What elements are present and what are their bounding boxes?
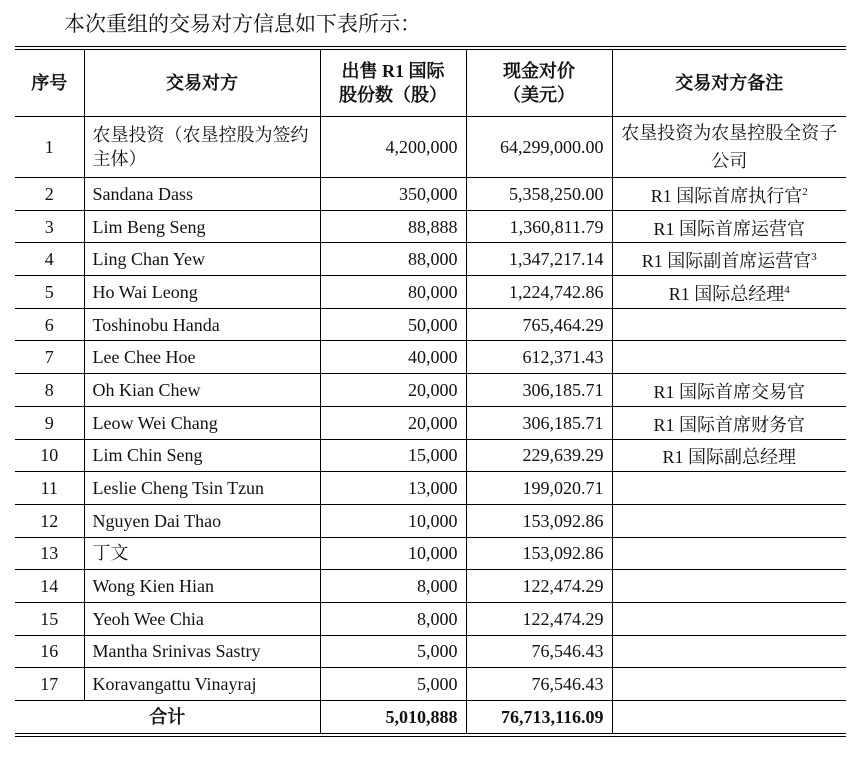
cell-shares-text: 88,888 [408, 216, 458, 237]
total-note [612, 701, 846, 735]
cell-shares-text: 40,000 [408, 347, 458, 368]
cell-cash [466, 210, 612, 243]
cell-shares [320, 439, 466, 472]
cell-shares-text: 10,000 [408, 543, 458, 564]
table-row [15, 439, 846, 472]
cell-cash [466, 439, 612, 472]
footnote-ref: 2 [802, 185, 808, 198]
cell-party [84, 570, 320, 603]
cell-party-text: Wong Kien Hian [92, 576, 215, 597]
table-row [15, 243, 846, 276]
cell-no-text: 11 [40, 478, 58, 499]
table-row [15, 117, 846, 178]
cell-party [84, 406, 320, 439]
cell-shares [320, 635, 466, 668]
cell-no-text: 7 [44, 347, 54, 368]
cell-cash-text: 153,092.86 [522, 543, 604, 564]
cell-no [15, 117, 84, 178]
cell-party-text: Mantha Srinivas Sastry [92, 641, 261, 662]
footnote-ref: 3 [811, 251, 817, 264]
cell-note [612, 504, 846, 537]
cell-no [15, 472, 84, 505]
cell-note [612, 276, 846, 309]
cell-note [612, 406, 846, 439]
cell-cash-text: 76,546.43 [531, 674, 604, 695]
cell-cash [466, 504, 612, 537]
cell-cash [466, 276, 612, 309]
cell-note-text: R1 国际首席财务官 [653, 414, 805, 435]
cell-cash-text: 1,224,742.86 [509, 281, 604, 302]
cell-shares [320, 210, 466, 243]
cell-shares-text: 8,000 [417, 576, 458, 597]
table-row [15, 406, 846, 439]
footnote-ref: 4 [784, 283, 790, 296]
cell-note-text: R1 国际副首席运营官 [641, 251, 812, 272]
cell-shares-text: 8,000 [417, 608, 458, 629]
header-no: 序号 [15, 48, 84, 117]
cell-party-text: 丁文 [92, 543, 129, 564]
header-cash-line2: （美元） [503, 85, 575, 105]
cell-no [15, 537, 84, 570]
cell-note-text: 农垦投资为农垦控股全资子公司 [621, 123, 838, 171]
cell-shares-text: 350,000 [399, 183, 458, 204]
cell-note-text: R1 国际首席运营官 [653, 218, 805, 239]
cell-party-text: Leslie Cheng Tsin Tzun [92, 478, 265, 499]
cell-party [84, 178, 320, 211]
table-row [15, 308, 846, 341]
intro-text: 本次重组的交易对方信息如下表所示： [64, 12, 421, 36]
table-row [15, 210, 846, 243]
cell-cash [466, 341, 612, 374]
cell-cash-text: 64,299,000.00 [500, 137, 604, 157]
header-note: 交易对方备注 [612, 48, 846, 117]
cell-no [15, 602, 84, 635]
cell-no-text: 15 [40, 608, 59, 629]
cell-party [84, 276, 320, 309]
cell-shares-text: 10,000 [408, 510, 458, 531]
cell-shares-text: 5,000 [417, 674, 458, 695]
cell-cash-text: 765,464.29 [522, 314, 604, 335]
cell-party [84, 374, 320, 407]
cell-party [84, 439, 320, 472]
cell-note-text: R1 国际总经理 [668, 283, 785, 304]
cell-shares [320, 117, 466, 178]
cell-note [612, 668, 846, 701]
cell-shares [320, 178, 466, 211]
counterparty-table [15, 46, 846, 737]
header-cash [466, 48, 612, 117]
cell-cash [466, 602, 612, 635]
cell-note [612, 117, 846, 178]
cell-no [15, 504, 84, 537]
cell-no [15, 276, 84, 309]
cell-party [84, 668, 320, 701]
cell-shares [320, 570, 466, 603]
cell-no [15, 439, 84, 472]
table-row [15, 276, 846, 309]
cell-no [15, 341, 84, 374]
header-party: 交易对方 [84, 48, 320, 117]
cell-cash [466, 570, 612, 603]
header-shares-line2: 股份数（股） [339, 85, 447, 105]
cell-no [15, 243, 84, 276]
cell-cash [466, 178, 612, 211]
cell-party-text: Lee Chee Hoe [92, 347, 196, 368]
table-row [15, 570, 846, 603]
cell-party-text: Ling Chan Yew [92, 249, 206, 270]
table-row [15, 374, 846, 407]
cell-shares [320, 243, 466, 276]
cell-cash-text: 153,092.86 [522, 510, 604, 531]
header-cash-line1: 现金对价 [503, 61, 575, 81]
cell-note [612, 570, 846, 603]
cell-note [612, 210, 846, 243]
table-row [15, 178, 846, 211]
cell-cash-text: 122,474.29 [522, 608, 604, 629]
cell-cash-text: 229,639.29 [522, 445, 604, 466]
cell-note-text: R1 国际首席执行官 [650, 185, 803, 206]
cell-no [15, 210, 84, 243]
cell-cash [466, 243, 612, 276]
cell-note-text: R1 国际副总经理 [662, 447, 796, 468]
cell-note-text: R1 国际首席交易官 [653, 381, 805, 402]
cell-party-text: Lim Chin Seng [92, 445, 203, 466]
cell-shares-text: 13,000 [408, 478, 458, 499]
cell-party [84, 602, 320, 635]
cell-cash-text: 306,185.71 [522, 412, 604, 433]
table-row [15, 668, 846, 701]
cell-no [15, 178, 84, 211]
cell-no-text: 10 [40, 445, 59, 466]
cell-party-text: Toshinobu Handa [92, 314, 220, 335]
cell-note [612, 439, 846, 472]
cell-party [84, 243, 320, 276]
cell-shares [320, 308, 466, 341]
cell-party [84, 210, 320, 243]
cell-no [15, 570, 84, 603]
cell-shares-text: 5,000 [417, 641, 458, 662]
cell-note [612, 602, 846, 635]
cell-cash [466, 472, 612, 505]
table-row [15, 504, 846, 537]
cell-party-text: Lim Beng Seng [92, 216, 206, 237]
header-shares [320, 48, 466, 117]
cell-no [15, 374, 84, 407]
cell-note [612, 537, 846, 570]
cell-shares [320, 537, 466, 570]
cell-no-text: 13 [40, 543, 59, 564]
cell-party-text: Ho Wai Leong [92, 281, 198, 302]
cell-shares-text: 20,000 [408, 412, 458, 433]
cell-shares [320, 504, 466, 537]
cell-cash-text: 76,546.43 [531, 641, 604, 662]
cell-cash-text: 612,371.43 [522, 347, 604, 368]
cell-cash [466, 668, 612, 701]
cell-note [612, 635, 846, 668]
table-row [15, 341, 846, 374]
cell-no-text: 4 [44, 249, 54, 270]
cell-note [612, 472, 846, 505]
cell-shares [320, 602, 466, 635]
table-row [15, 635, 846, 668]
cell-party [84, 537, 320, 570]
cell-cash-text: 5,358,250.00 [509, 183, 604, 204]
cell-shares-text: 50,000 [408, 314, 458, 335]
cell-party-text: Oh Kian Chew [92, 379, 201, 400]
cell-no-text: 16 [40, 641, 59, 662]
cell-shares-text: 20,000 [408, 379, 458, 400]
cell-no [15, 406, 84, 439]
cell-party [84, 308, 320, 341]
cell-party [84, 472, 320, 505]
cell-cash-text: 1,347,217.14 [509, 249, 604, 270]
cell-shares-text: 80,000 [408, 281, 458, 302]
total-shares: 5,010,888 [320, 701, 466, 735]
cell-party [84, 117, 320, 178]
cell-note [612, 374, 846, 407]
cell-shares [320, 406, 466, 439]
cell-note [612, 341, 846, 374]
total-row [15, 701, 846, 735]
cell-no [15, 308, 84, 341]
header-row [15, 48, 846, 117]
cell-shares [320, 374, 466, 407]
cell-party [84, 341, 320, 374]
total-cash: 76,713,116.09 [466, 701, 612, 735]
cell-no-text: 3 [44, 216, 54, 237]
cell-cash-text: 122,474.29 [522, 576, 604, 597]
cell-party [84, 504, 320, 537]
cell-no-text: 17 [40, 674, 59, 695]
cell-cash [466, 406, 612, 439]
cell-shares [320, 276, 466, 309]
cell-no-text: 9 [44, 412, 54, 433]
cell-no [15, 668, 84, 701]
cell-no-text: 1 [44, 137, 54, 157]
cell-party-text: Leow Wei Chang [92, 412, 218, 433]
table-row [15, 602, 846, 635]
cell-cash [466, 308, 612, 341]
header-shares-line1: 出售 R1 国际 [341, 61, 445, 81]
table-row [15, 472, 846, 505]
cell-shares [320, 668, 466, 701]
cell-party-text: Sandana Dass [92, 183, 193, 204]
cell-note [612, 243, 846, 276]
cell-shares-text: 88,000 [408, 249, 458, 270]
cell-note [612, 178, 846, 211]
cell-no-text: 8 [44, 379, 54, 400]
cell-cash-text: 199,020.71 [522, 478, 604, 499]
cell-party [84, 635, 320, 668]
cell-no-text: 6 [44, 314, 54, 335]
cell-shares [320, 472, 466, 505]
cell-cash-text: 306,185.71 [522, 379, 604, 400]
cell-shares [320, 341, 466, 374]
cell-party-text: Yeoh Wee Chia [92, 608, 204, 629]
cell-shares-text: 4,200,000 [385, 137, 458, 157]
cell-cash-text: 1,360,811.79 [509, 216, 604, 237]
cell-party-text: 农垦投资（农垦控股为签约主体） [92, 125, 309, 169]
cell-no-text: 12 [40, 510, 59, 531]
cell-shares-text: 15,000 [408, 445, 458, 466]
cell-no [15, 635, 84, 668]
cell-cash [466, 635, 612, 668]
cell-no-text: 5 [44, 281, 54, 302]
cell-cash [466, 117, 612, 178]
cell-party-text: Nguyen Dai Thao [92, 510, 222, 531]
cell-no-text: 2 [44, 183, 54, 204]
total-label: 合计 [15, 701, 320, 735]
cell-cash [466, 537, 612, 570]
cell-no-text: 14 [40, 576, 59, 597]
cell-cash [466, 374, 612, 407]
cell-party-text: Koravangattu Vinayraj [92, 674, 257, 695]
table-row [15, 537, 846, 570]
cell-note [612, 308, 846, 341]
